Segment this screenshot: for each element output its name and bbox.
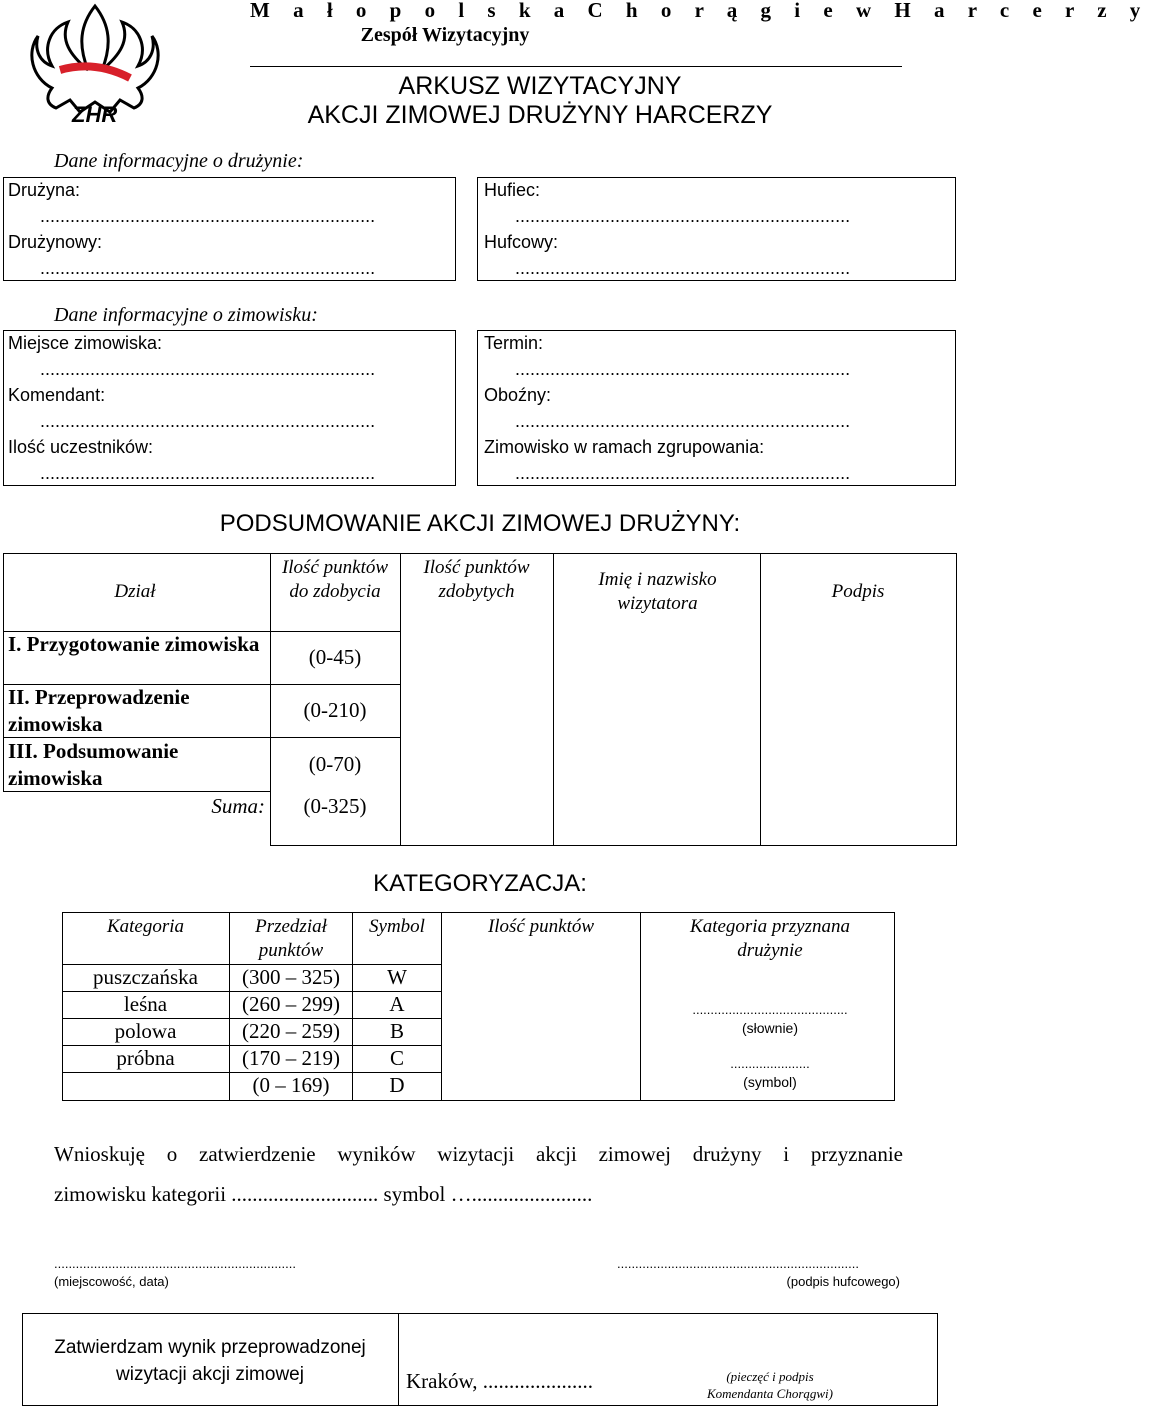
cat-row-4-name: próbna <box>116 1046 175 1070</box>
granted-words-field[interactable]: ........................................... <box>692 1002 848 1017</box>
granted-words-label: (słownie) <box>741 1020 798 1036</box>
label-zgrupowanie: Zimowisko w ramach zgrupowania: <box>484 437 765 457</box>
commander-stamp-label: (pieczęć i podpis Komendanta Chorągwi) <box>706 1369 834 1401</box>
col-signature: Podpis <box>831 581 885 602</box>
label-hufcowy: Hufcowy: <box>484 232 559 252</box>
title-line-2: AKCJI ZIMOWEJ DRUŻYNY HARCERZY <box>307 101 773 129</box>
field-hufiec[interactable]: ................................................................... <box>515 206 851 226</box>
granted-symbol-label: (symbol) <box>743 1074 797 1090</box>
approval-divider <box>398 1313 399 1406</box>
title-line-1: ARKUSZ WIZYTACYJNY <box>398 72 682 100</box>
conclusion-line-1: Wnioskuję o zatwierdzenie wyników wizytacji akcji zimowej drużyny i przyznanie <box>54 1142 903 1166</box>
summary-row-3-range: (0-70) <box>308 752 362 776</box>
logo-text: ZHR <box>72 102 118 127</box>
summary-left-line <box>3 553 4 791</box>
approval-text: Zatwierdzam wynik przeprowadzonej wizytacji akcji zimowej <box>54 1337 366 1385</box>
cat-row-3-name: polowa <box>114 1019 177 1043</box>
header-rule <box>250 66 902 67</box>
field-miejsce[interactable]: ................................................................... <box>40 359 376 379</box>
cat-row-1-range: (300 – 325) <box>242 965 340 989</box>
summary-row-2-label: II. Przeprowadzenie zimowiska <box>8 685 190 736</box>
summary-row-2-range: (0-210) <box>303 698 367 722</box>
field-druzyna[interactable]: ................................................................... <box>40 206 376 226</box>
hufcowy-signature-label: (podpis hufcowego) <box>786 1274 900 1289</box>
summary-col-line-4 <box>760 553 761 845</box>
cat-col-kategoria: Kategoria <box>106 916 185 937</box>
place-date-label: (miejscowość, data) <box>54 1274 169 1289</box>
summary-col-line-3 <box>553 553 554 845</box>
cat-row-5-range: (0 – 169) <box>252 1073 330 1097</box>
col-scored-points: Ilość punktów zdobytych <box>423 557 530 602</box>
summary-row-1-range: (0-45) <box>308 645 362 669</box>
label-druzynowy: Drużynowy: <box>8 232 103 252</box>
granted-symbol-field[interactable]: ...................... <box>730 1056 810 1071</box>
field-ilosc[interactable]: ................................................................... <box>40 463 376 483</box>
summary-row-1-label: I. Przygotowanie zimowiska <box>8 632 260 656</box>
summary-sum-label: Suma: <box>211 794 265 818</box>
summary-col-line-1 <box>270 553 271 845</box>
label-komendant: Komendant: <box>8 385 106 405</box>
hufcowy-signature-field[interactable]: ................................................................... <box>617 1256 859 1271</box>
cat-row-1-symbol: W <box>387 965 407 989</box>
summary-heading: PODSUMOWANIE AKCJI ZIMOWEJ DRUŻYNY: <box>219 510 741 537</box>
cat-row-2-symbol: A <box>389 992 405 1016</box>
field-termin[interactable]: ................................................................... <box>515 359 851 379</box>
document-title <box>290 72 790 130</box>
approval-place[interactable]: Kraków, ..................... <box>406 1369 594 1393</box>
cat-row-3-symbol: B <box>389 1019 404 1043</box>
field-druzynowy[interactable]: ................................................................... <box>40 258 376 278</box>
label-druzyna: Drużyna: <box>8 180 81 200</box>
summary-col-line-2 <box>400 553 401 845</box>
cat-row-4-symbol: C <box>389 1046 404 1070</box>
team-name: Zespół Wizytacyjny <box>360 24 530 46</box>
field-hufcowy[interactable]: ................................................................... <box>515 258 851 278</box>
cat-col-przyznana: Kategoria przyznana drużynie <box>690 916 850 961</box>
cat-row-5-symbol: D <box>389 1073 405 1097</box>
label-obozny: Oboźny: <box>484 385 552 405</box>
label-ilosc: Ilość uczestników: <box>8 437 154 457</box>
label-hufiec: Hufiec: <box>484 180 541 200</box>
cat-row-1-name: puszczańska <box>93 965 198 989</box>
place-date-field[interactable]: ................................................................... <box>54 1256 296 1271</box>
cat-col-line-4 <box>640 912 641 1101</box>
org-name: M a ł o p o l s k a C h o r ą g i e w H a r c e r z y <box>250 0 1149 22</box>
cat-col-symbol: Symbol <box>369 916 425 937</box>
summary-top-rule <box>3 553 957 554</box>
camp-info-heading: Dane informacyjne o zimowisku: <box>54 304 318 326</box>
field-komendant[interactable]: ................................................................... <box>40 411 376 431</box>
cat-row-2-name: leśna <box>123 992 168 1016</box>
summary-bottom-rule <box>270 845 957 846</box>
cat-col-przedzial: Przedział punktów <box>255 916 327 961</box>
field-zgrupowanie[interactable]: ................................................................... <box>515 463 851 483</box>
summary-row-3-label: III. Podsumowanie zimowiska <box>8 739 179 790</box>
cat-row-3-range: (220 – 259) <box>242 1019 340 1043</box>
team-info-heading: Dane informacyjne o drużynie: <box>54 150 304 172</box>
col-dzial: Dział <box>114 581 156 602</box>
cat-row-4-range: (170 – 219) <box>242 1046 340 1070</box>
summary-sum-range: (0-325) <box>303 794 367 818</box>
zhr-lily-logo <box>30 0 160 135</box>
field-obozny[interactable]: ................................................................... <box>515 411 851 431</box>
categorization-heading: KATEGORYZACJA: <box>373 870 587 897</box>
cat-col-ilosc: Ilość punktów <box>487 916 595 937</box>
label-miejsce: Miejsce zimowiska: <box>8 333 163 353</box>
col-inspector-name: Imię i nazwisko wizytatora <box>598 569 717 614</box>
label-termin: Termin: <box>484 333 544 353</box>
conclusion-line-2: zimowisku kategorii ............................ symbol …....................... <box>54 1182 593 1206</box>
cat-row-2-range: (260 – 299) <box>242 992 340 1016</box>
summary-col-line-5 <box>956 553 957 845</box>
col-max-points: Ilość punktów do zdobycia <box>281 557 389 602</box>
